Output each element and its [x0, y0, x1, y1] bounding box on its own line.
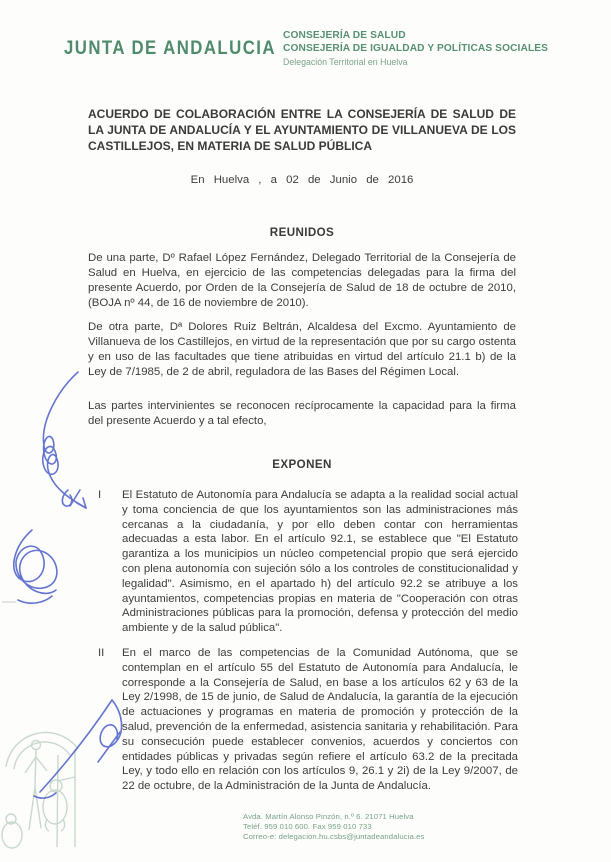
junta-emblem-watermark [0, 685, 90, 855]
letterhead-org-block [283, 30, 548, 69]
document-title: ACUERDO DE COLABORACIÓN ENTRE LA CONSEJERÍA DE SALUD DE LA JUNTA DE ANDALUCÍA Y EL AYUNTAMIENTO DE VILLANUEVA DE LOS CASTILLEJOS, EN MATERIA DE SALUD PÚBLICA [88, 107, 516, 153]
item-numeral: II [98, 647, 105, 659]
footer-phone: Teléf. 959 010 600. Fax 959 010 733 [243, 821, 372, 831]
item-numeral: I [98, 489, 102, 501]
item-text: El Estatuto de Autonomía para Andalucía se adapta a la realidad social actual y toma conciencia de que los ayuntamientos son las administraciones más cercanas a la ciudadanía, y por ello deben contar con herramientas adecuadas a esta labor. En el artículo 92.1, se establece que "El Estatuto garantiza a los municipios un núcleo competencial propio que será ejercido con plena autonomía con sujeción sólo a los controles de constitucionalidad y legalidad". Asimismo, en el apartado h) del artículo 92.2 se atribuye a los ayuntamientos, competencias propias en materia de "Cooperación con otras Administraciones públicas para la promoción, defensa y protección del medio ambiente y de la salud pública". [122, 489, 518, 635]
org-name-line1: CONSEJERÍA DE SALUD [283, 30, 406, 41]
exponen-item [98, 488, 518, 636]
footer-address: Avda. Martín Alonso Pinzón, n.º 6. 21071 Huelva [243, 812, 414, 821]
item-text: En el marco de las competencias de la Comunidad Autónoma, que se contemplan en el artículo 55 del Estatuto de Autonomía para Andalucía, le corresponde a la Consejería de Salud, en base a los artículos 62 y 63 de la Ley 2/1998, de 15 de junio, de Salud de Andalucía, la garantía de la ejecución de actuaciones y programas en materia de promoción y protección de la salud, prevención de la enfermedad, asistencia sanitaria y rehabilitación. Para su consecución puede establecer convenios, acuerdos y conciertos con entidades públicas y privadas según refiere el artículo 63.2 de la precitada Ley, y todo ello en relación con los artículos 9, 26.1 y 2i) de la Ley 9/2007, de 22 de octubre, de la Administración de la Junta de Andalucía. [122, 647, 518, 793]
exponen-heading: EXPONEN [272, 458, 332, 471]
junta-de-andalucia-logo: JUNTA DE ANDALUCIA [64, 36, 276, 59]
reunidos-heading: REUNIDOS [269, 226, 335, 239]
footer-contact-block [243, 812, 424, 841]
paragraph-party-one: De una parte, Dº Rafael López Fernández, Delegado Territorial de la Consejería de Salud en Huelva, en ejercicio de las competencias delegadas para la firma del presente Acuerdo, por Orden de la Consejería de Salud de 18 de octubre de 2010, (BOJA nº 44, de 16 de noviembre de 2010). [88, 252, 516, 309]
footer-email: Correo-e: delegacion.hu.csbs@juntadeandalucia.es [243, 831, 425, 841]
exponen-item [98, 646, 518, 794]
paragraph-capacity: Las partes intervinientes se reconocen recíprocamente la capacidad para la firma del presente Acuerdo y a tal efecto, [88, 400, 516, 427]
date-line: En Huelva , a 02 de Junio de 2016 [190, 174, 414, 186]
org-name-line2: CONSEJERÍA DE IGUALDAD Y POLÍTICAS SOCIALES [283, 42, 549, 54]
paragraph-party-two: De otra parte, Dª Dolores Ruiz Beltrán, Alcaldesa del Excmo. Ayuntamiento de Villanueva de los Castillejos, en virtud de la representación que por su cargo ostenta y en uso de las facultades que tiene atribuidas en virtud del artículo 21.1 b) de la Ley de 7/1985, de 2 de abril, reguladora de las Bases del Régimen Local. [88, 321, 516, 378]
org-delegation-line: Delegación Territorial en Huelva [283, 57, 408, 67]
